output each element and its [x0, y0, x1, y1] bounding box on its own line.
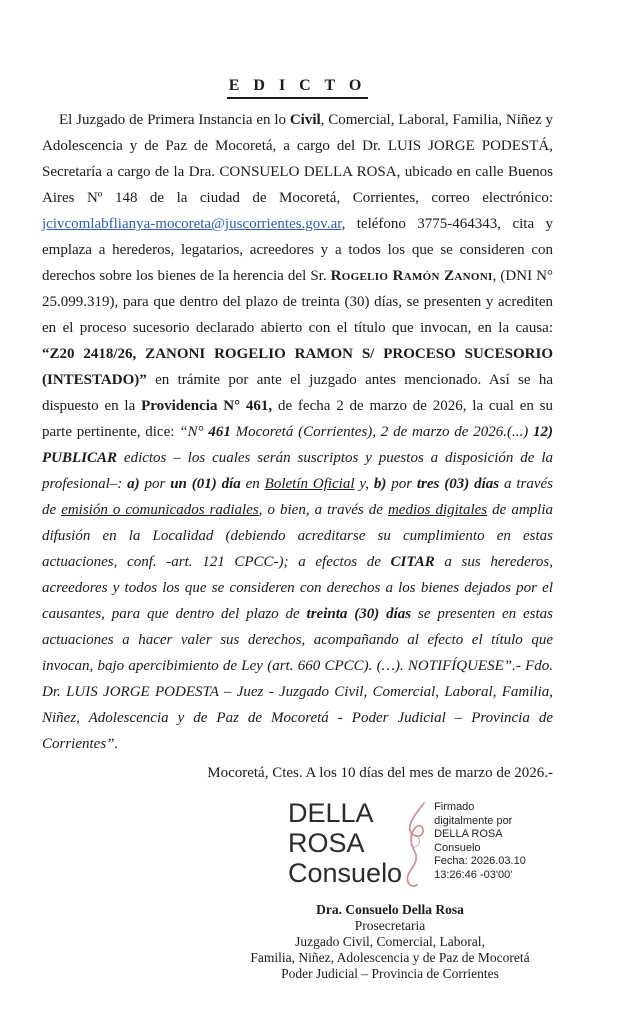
email-link[interactable]: jcivcomlabflianya-mocoreta@juscorrientes.gov.ar — [42, 216, 342, 232]
text-segment: medios digitales — [387, 502, 488, 518]
text-segment: por — [139, 476, 171, 492]
stamp-detail-line: Fecha: 2026.03.10 — [434, 855, 526, 867]
text-segment: de fecha 2 de marzo de 2026, la cual en su parte pertinente, dice: — [42, 398, 553, 440]
text-segment: en trámite por ante el juzgado antes mencionado. Así se ha dispuesto en la — [42, 372, 553, 414]
stamp-name-line: ROSA — [288, 828, 365, 858]
text-segment: tres (03) días — [416, 476, 500, 492]
text-segment: de amplia difusión en la Localidad (debiendo acreditarse su cumplimiento en estas actuaciones, conf. -art. 121 CPCC-); a efectos de — [42, 502, 553, 570]
text-segment: en — [240, 476, 265, 492]
signer-role: Prosecretaria — [354, 918, 426, 933]
stamp-detail-line: Firmado — [434, 801, 475, 813]
title-row — [42, 76, 553, 99]
digital-signature-stamp — [288, 798, 553, 892]
text-segment: por — [386, 476, 417, 492]
text-segment: b) — [373, 476, 387, 492]
text-segment: , Comercial, Laboral, Familia, Niñez y Adolescencia y de Paz de Mocoretá, a cargo del Dr. LUIS JORGE PODESTÁ, Secretaría a cargo de la Dra. CONSUELO DELLA ROSA, ubicado en calle Buenos Aires Nº 148 de la ciudad de Mocoretá, Corrientes, correo electrónico: — [42, 112, 553, 206]
text-segment: emisión o comunicados radiales — [61, 502, 259, 518]
text-segment: a) — [127, 476, 140, 492]
text-segment: Rogelio Ramón Zanoni — [330, 268, 493, 284]
signer-name: Dra. Consuelo Della Rosa — [316, 902, 464, 917]
stamp-detail-line: Consuelo — [434, 841, 481, 854]
text-segment: El Juzgado de Primera Instancia en lo — [59, 112, 290, 128]
text-segment: y, — [354, 476, 374, 492]
signer-court-line: Familia, Niñez, Adolescencia y de Paz de Mocoretá — [250, 950, 530, 965]
text-segment: a través de — [42, 476, 553, 518]
text-segment: “N° — [179, 424, 209, 440]
text-segment: 461 — [208, 424, 231, 440]
text-segment: Civil — [289, 112, 321, 128]
stamp-detail-line: digitalmente por — [434, 814, 513, 827]
text-segment: a sus herederos, acreedores y todos los que se consideren con derechos a los bienes dejados por el causantes, para que dentro del plazo de — [42, 554, 554, 622]
text-segment: treinta (30) días — [306, 606, 412, 622]
stamp-name-line: DELLA — [288, 798, 374, 828]
text-segment: , o bien, a través de — [258, 502, 388, 518]
stamp-detail-line: 13:26:46 -03'00' — [434, 868, 513, 881]
text-segment: “Z20 2418/26, ZANONI ROGELIO RAMON S/ PROCESO SUCESORIO (INTESTADO)” — [42, 346, 553, 388]
signature-stamp-details — [434, 798, 526, 882]
text-segment: , teléfono 3775-464343, cita y emplaza a herederos, legatarios, acreedores y a todos los que se consideren con derechos sobre los bienes de la herencia del Sr. — [42, 216, 553, 284]
stamp-detail-line: DELLA ROSA — [434, 828, 503, 840]
signer-court-line: Poder Judicial – Provincia de Corrientes — [281, 966, 499, 981]
text-segment: 12) PUBLICAR — [42, 424, 553, 466]
text-segment: edictos – los cuales serán suscriptos y puestos a disposición de la profesional–: — [42, 450, 553, 492]
date-place-line: Mocoretá, Ctes. A los 10 días del mes de marzo de 2026.- — [207, 765, 553, 781]
signer-block — [180, 902, 600, 982]
text-segment: CITAR — [390, 554, 435, 570]
text-segment: Mocoretá (Corrientes), 2 de marzo de 2026.(...) — [230, 424, 533, 440]
text-segment: se presenten en estas actuaciones a hacer valer sus derechos, acompañando al efecto el título que invocan, bajo apercibimiento de Ley (art. 660 CPCC). (…). NOTIFÍQUESE”.- Fdo. Dr. LUIS JORGE PODESTA – Juez - Juzgado Civil, Comercial, Laboral, Familia, Niñez, Adolescencia y de Paz de Mocoretá - Poder Judicial – Provincia de Corrientes”. — [42, 606, 553, 752]
text-segment: Providencia N° 461, — [141, 398, 273, 414]
text-segment: , (DNI N° 25.099.319), para que dentro del plazo de treinta (30) días, se presenten y acrediten en el proceso sucesorio declarado abierto con el título que invocan, en la causa: — [42, 268, 553, 336]
text-segment: un (01) día — [170, 476, 241, 492]
signature-stamp-name — [288, 798, 402, 888]
text-segment: Boletín Oficial — [264, 476, 355, 492]
signer-court-line: Juzgado Civil, Comercial, Laboral, — [295, 934, 485, 949]
page-title: E D I C T O — [227, 76, 369, 99]
signature-flourish-icon — [398, 798, 432, 892]
stamp-name-line: Consuelo — [288, 858, 403, 888]
edict-body-paragraph — [42, 107, 553, 757]
